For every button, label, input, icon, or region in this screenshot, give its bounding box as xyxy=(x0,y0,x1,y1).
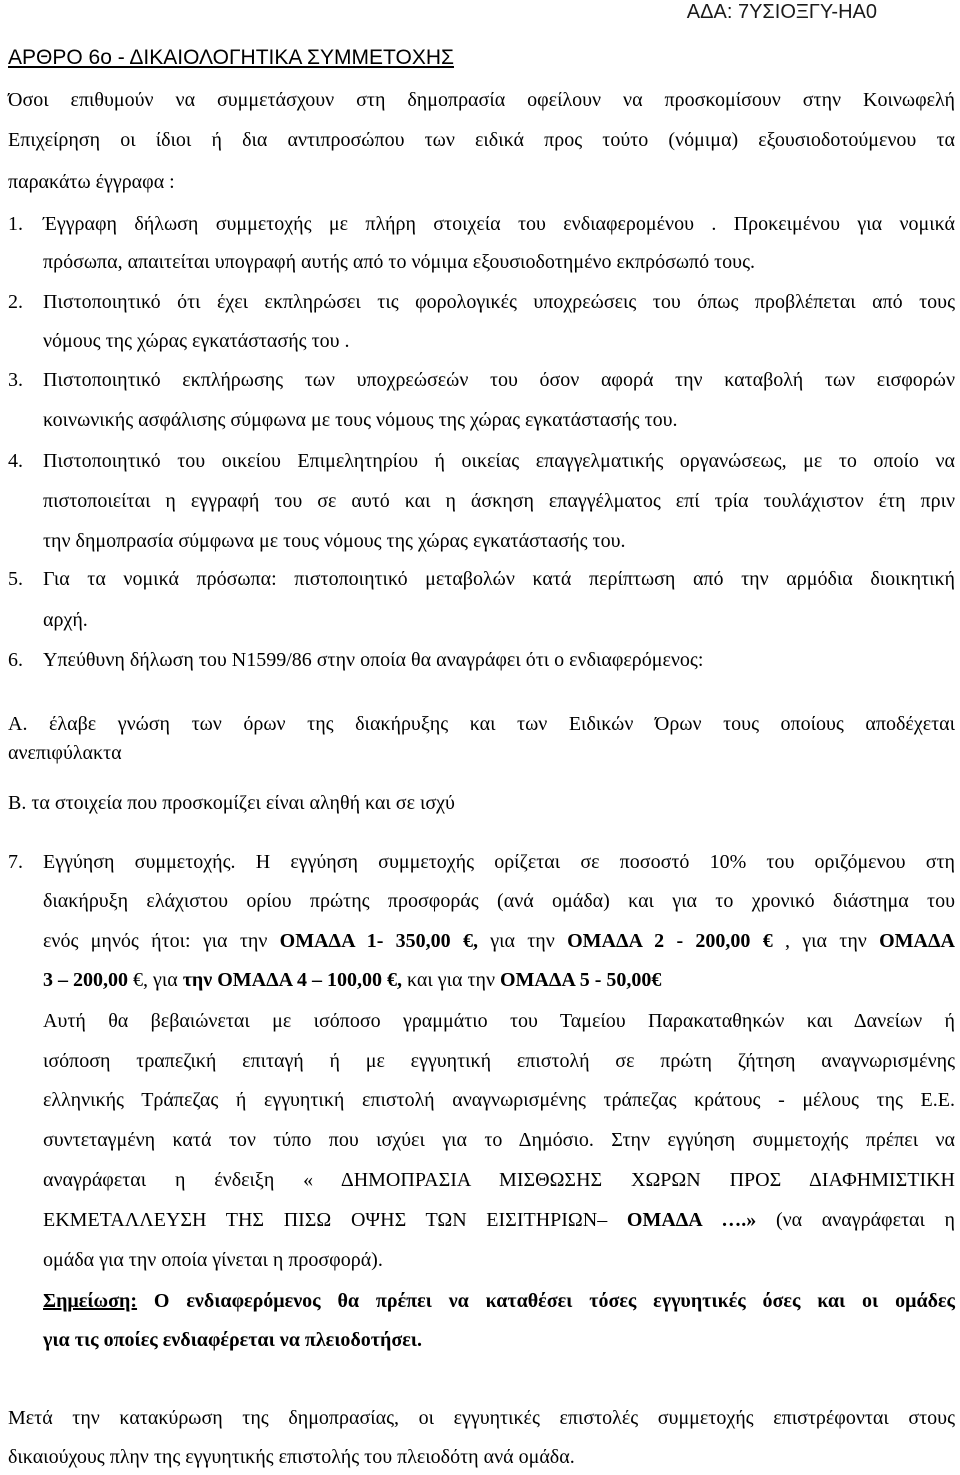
note-line: για τις οποίες ενδιαφέρεται να πλειοδοτήσει. xyxy=(43,1329,423,1351)
list-item-line: Πιστοποιητικό εκπλήρωσης των υποχρεώσεών του όσον αφορά την καταβολή των εισφορών xyxy=(43,369,955,391)
list-item-number: 6. xyxy=(8,649,23,671)
intro-line: Όσοι επιθυμούν να συμμετάσχουν στη δημοπρασία οφείλουν να προσκομίσουν στην Κοινωφελή xyxy=(8,89,955,111)
list-item-line: Πιστοποιητικό ότι έχει εκπληρώσει τις φορολογικές υποχρεώσεις του όπως προβλέπεται από τους xyxy=(43,291,955,313)
list-item-line: κοινωνικής ασφάλισης σύμφωνα με τους νόμους της χώρας εγκατάστασής του. xyxy=(43,409,678,431)
intro-line: Επιχείρηση οι ίδιοι ή δια αντιπροσώπου των ειδικά προς τούτο (νόμιμα) εξουσιοδοτούμενου τα xyxy=(8,129,955,151)
declaration-a-line: Α. έλαβε γνώση των όρων της διακήρυξης και των Ειδικών Όρων τους οποίους αποδέχεται xyxy=(8,713,955,735)
amount-group-3-value: 3 – 200,00 xyxy=(43,969,128,991)
intro-line: παρακάτω έγγραφα : xyxy=(8,171,175,193)
article-title: ΑΡΘΡΟ 6ο - ΔΙΚΑΙΟΛΟΓΗΤΙΚΑ ΣΥΜΜΕΤΟΧΗΣ xyxy=(8,46,454,69)
guarantee-form-line: συντεταγμένη κατά τον τύπο που ισχύει για το Δημόσιο. Στην εγγύηση συμμετοχής πρέπει να xyxy=(43,1129,955,1151)
amounts-text: , για την xyxy=(772,930,880,952)
amount-group-4: την ΟΜΑΔΑ 4 – 100,00 €, xyxy=(182,969,402,991)
list-item-line: Πιστοποιητικό του οικείου Επιμελητηρίου ή οικείας επαγγελματικής οργανώσεως, με το οποίο να xyxy=(43,450,955,472)
list-item-number: 3. xyxy=(8,369,23,391)
list-item-number: 1. xyxy=(8,213,23,235)
guarantee-form-line: αναγράφεται η ένδειξη « ΔΗΜΟΠΡΑΣΙΑ ΜΙΣΘΩΣΗΣ ΧΩΡΩΝ ΠΡΟΣ ΔΙΑΦΗΜΙΣΤΙΚΗ xyxy=(43,1169,955,1191)
list-item-number: 4. xyxy=(8,450,23,472)
amount-group-5: ΟΜΑΔΑ 5 - 50,00€ xyxy=(499,969,662,991)
list-item-line: πρόσωπα, απαιτείται υπογραφή αυτής από το νόμιμα εξουσιοδοτημένο εκπρόσωπό τους. xyxy=(43,251,755,273)
list-item-number: 2. xyxy=(8,291,23,313)
amounts-text: ενός μηνός ήτοι: για την xyxy=(43,930,280,952)
amount-group-3-label: ΟΜΑΔΑ xyxy=(879,930,955,952)
list-item-line: Για τα νομικά πρόσωπα: πιστοποιητικό μεταβολών κατά περίπτωση από την αρμόδια διοικητική xyxy=(43,568,955,590)
guarantee-form-line: ελληνικής Τράπεζας ή εγγυητική επιστολή αναγνωρισμένης τράπεζας κράτους - μέλους της Ε.Ε. xyxy=(43,1089,955,1111)
list-item-number: 7. xyxy=(8,851,23,873)
amount-group-2: ΟΜΑΔΑ 2 - 200,00 € xyxy=(567,930,773,952)
list-item-line: την δημοπρασία σύμφωνα με τους νόμους της χώρας εγκατάστασής του. xyxy=(43,530,626,552)
list-item-line: αρχή. xyxy=(43,609,88,631)
list-item-line: πιστοποιείται η εγγραφή του σε αυτό και η άσκηση επαγγέλματος επί τρία τουλάχιστον έτη πριν xyxy=(43,490,955,512)
label-group: ΟΜΑΔΑ ….» xyxy=(626,1209,757,1231)
list-item-line: Έγγραφη δήλωση συμμετοχής με πλήρη στοιχεία του ενδιαφερομένου . Προκειμένου για νομικά xyxy=(43,213,955,235)
guarantee-closing-line: ομάδα για την οποία γίνεται η προσφορά). xyxy=(43,1249,383,1271)
amounts-text: €, για xyxy=(128,969,183,991)
guarantee-amounts-line xyxy=(43,929,955,953)
guarantee-line: Εγγύηση συμμετοχής. Η εγγύηση συμμετοχής ορίζεται σε ποσοστό 10% του οριζόμενου στη xyxy=(43,851,955,873)
guarantee-form-line: Αυτή θα βεβαιώνεται με ισόποσο γραμμάτιο του Ταμείου Παρακαταθηκών και Δανείων ή xyxy=(43,1010,955,1032)
return-clause-line: Μετά την κατακύρωση της δημοπρασίας, οι εγγυητικές επιστολές συμμετοχής επιστρέφονται στους xyxy=(8,1407,955,1429)
declaration-a-line: ανεπιφύλακτα xyxy=(8,742,122,764)
amounts-text: και για την xyxy=(401,969,500,991)
guarantee-amounts-line xyxy=(43,968,955,992)
guarantee-form-line: ισόποση τραπεζική επιταγή ή με εγγυητική επιστολή σε πρώτη ζήτηση αναγνωρισμένης xyxy=(43,1050,955,1072)
list-item-line: νόμους της χώρας εγκατάστασής του . xyxy=(43,330,350,352)
guarantee-line: διακήρυξη ελάχιστου ορίου πρώτης προσφοράς (ανά ομάδα) και για το χρονικό διάστημα του xyxy=(43,890,955,912)
return-clause-line: δικαιούχους πλην της εγγυητικής επιστολής του πλειοδότη ανά ομάδα. xyxy=(8,1446,575,1468)
ada-code: ΑΔΑ: 7ΥΣΙΟΞΓΥ-ΗΑ0 xyxy=(686,1,877,23)
label-text: ΕΚΜΕΤΑΛΛΕΥΣΗ ΤΗΣ ΠΙΣΩ ΟΨΗΣ ΤΩΝ ΕΙΣΙΤΗΡΙΩΝ– xyxy=(43,1209,627,1231)
list-item-number: 5. xyxy=(8,568,23,590)
note-label: Σημείωση: xyxy=(43,1290,138,1312)
guarantee-label-line xyxy=(43,1208,955,1232)
list-item-line: Υπεύθυνη δήλωση του Ν1599/86 στην οποία θα αναγράφει ότι ο ενδιαφερόμενος: xyxy=(43,649,704,671)
declaration-b-line: Β. τα στοιχεία που προσκομίζει είναι αληθή και σε ισχύ xyxy=(8,792,455,814)
amount-group-1: ΟΜΑΔΑ 1- 350,00 €, xyxy=(279,930,478,952)
amounts-text: για την xyxy=(477,930,568,952)
label-text: (να αναγράφεται η xyxy=(756,1209,955,1231)
note-line xyxy=(43,1289,955,1313)
note-text: Ο ενδιαφερόμενος θα πρέπει να καταθέσει τόσες εγγυητικές όσες και οι ομάδες xyxy=(137,1290,955,1312)
